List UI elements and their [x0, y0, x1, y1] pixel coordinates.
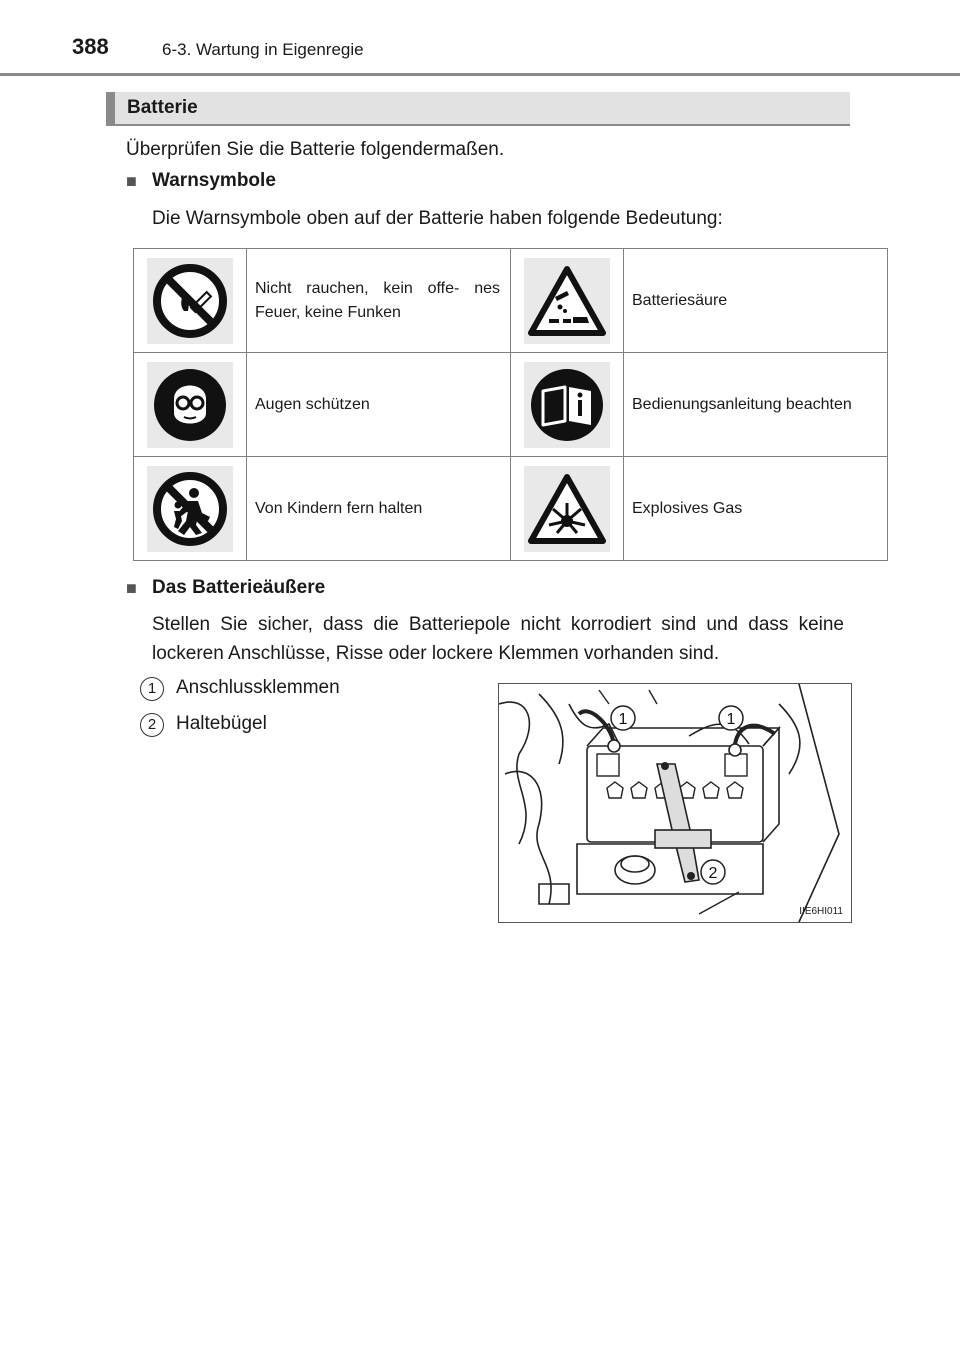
- symbol-label: Von Kindern fern halten: [247, 457, 511, 561]
- symbol-label: Explosives Gas: [624, 457, 888, 561]
- battery-drawing: [499, 684, 851, 922]
- symbol-label: Bedienungsanleitung beachten: [624, 353, 888, 457]
- warn-intro-text: Die Warnsymbole oben auf der Batterie haben folgende Bedeutung:: [152, 208, 723, 229]
- battery-acid-icon: [524, 258, 610, 344]
- table-row: [134, 353, 888, 457]
- intro-text: Überprüfen Sie die Batterie folgendermaßen.: [126, 139, 505, 160]
- battery-illustration: [498, 683, 852, 923]
- symbol-label: Batteriesäure: [624, 249, 888, 353]
- legend-number: 1: [140, 677, 164, 701]
- symbol-label: Nicht rauchen, kein offe- nes Feuer, keine Funken: [247, 249, 511, 353]
- read-manual-icon: [524, 362, 610, 448]
- page-header: [0, 0, 960, 80]
- header-rule: [0, 73, 960, 76]
- legend-label: Haltebügel: [176, 713, 267, 734]
- subhead-exterior: Das Batterieäußere: [152, 577, 326, 598]
- page-number: 388: [72, 34, 109, 59]
- keep-away-children-icon: [147, 466, 233, 552]
- explosive-gas-icon: [524, 466, 610, 552]
- callout-2: 2: [708, 865, 718, 882]
- chapter-title: 6-3. Wartung in Eigenregie: [162, 40, 364, 59]
- section-title: Batterie: [127, 97, 198, 118]
- table-row: [134, 249, 888, 353]
- section-bar: [106, 92, 850, 126]
- warning-symbols-table: [133, 248, 888, 561]
- exterior-text: Stellen Sie sicher, dass die Batteriepole nicht korrodiert sind und dass keine lockeren Anschlüsse, Risse oder lockere Klemmen vorhanden sind.: [152, 614, 844, 664]
- no-smoking-icon: [147, 258, 233, 344]
- eye-protection-icon: [147, 362, 233, 448]
- callout-1: 1: [618, 711, 628, 728]
- callout-1: 1: [726, 711, 736, 728]
- legend-label: Anschlussklemmen: [176, 677, 340, 698]
- bullet-warnsymbole: ■: [126, 171, 137, 191]
- symbol-label: Augen schützen: [247, 353, 511, 457]
- illustration-code: IIE6HI011: [799, 906, 843, 917]
- section-bar-accent: [106, 92, 115, 126]
- bullet-exterior: ■: [126, 578, 137, 598]
- table-row: [134, 457, 888, 561]
- subhead-warnsymbole: Warnsymbole: [152, 170, 276, 191]
- legend-number: 2: [140, 713, 164, 737]
